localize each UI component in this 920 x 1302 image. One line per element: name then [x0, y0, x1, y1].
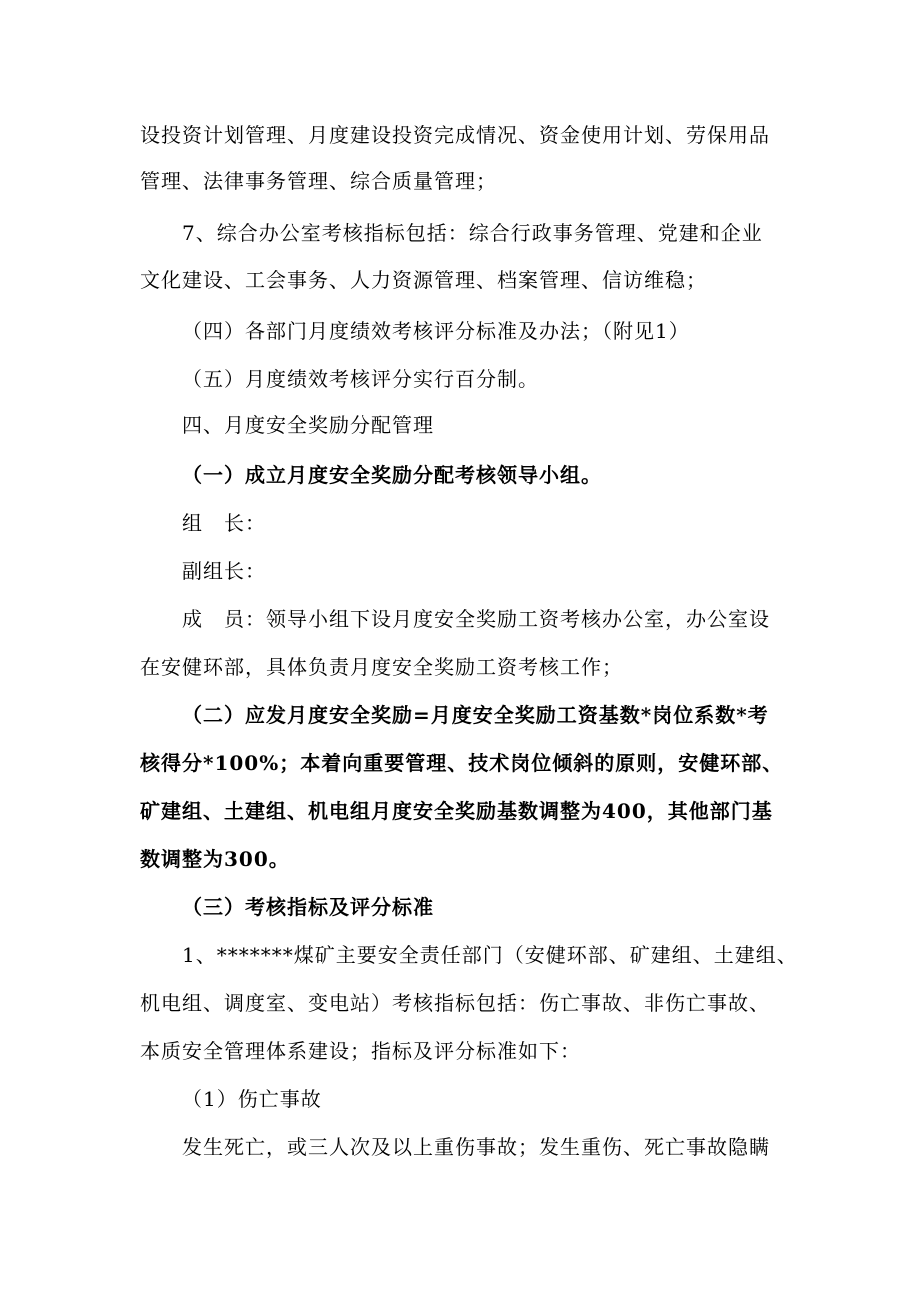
text-line-5: （四）各部门月度绩效考核评分标准及办法；（附见1）	[182, 319, 690, 343]
text-line-6: （五）月度绩效考核评分实行百分制。	[182, 367, 539, 391]
text-line-4: 文化建设、工会事务、人力资源管理、档案管理、信访维稳；	[140, 268, 707, 292]
section-heading-4: 四、月度安全奖励分配管理	[182, 413, 434, 437]
text-line-18: 1、*******煤矿主要安全责任部门（安健环部、矿建组、土建组、	[182, 943, 798, 967]
text-line-19: 机电组、调度室、变电站）考核指标包括：伤亡事故、非伤亡事故、	[140, 991, 770, 1015]
subsection-heading-2: （二）应发月度安全奖励=月度安全奖励工资基数*岗位系数*考	[182, 703, 769, 727]
subsection-heading-1: （一）成立月度安全奖励分配考核领导小组。	[182, 463, 602, 487]
text-line-deputy-leader: 副组长：	[182, 559, 266, 583]
text-line-16: 数调整为300。	[140, 847, 290, 871]
text-line-12: 在安健环部，具体负责月度安全奖励工资考核工作；	[140, 655, 623, 679]
text-line-15: 矿建组、土建组、机电组月度安全奖励基数调整为400，其他部门基	[140, 799, 773, 823]
text-line-3: 7、综合办公室考核指标包括：综合行政事务管理、党建和企业	[182, 221, 763, 245]
text-line-20: 本质安全管理体系建设；指标及评分标准如下：	[140, 1039, 581, 1063]
text-line-21: （1）伤亡事故	[182, 1087, 322, 1111]
text-line-1: 设投资计划管理、月度建设投资完成情况、资金使用计划、劳保用品	[140, 123, 770, 147]
text-line-22: 发生死亡，或三人次及以上重伤事故；发生重伤、死亡事故隐瞒	[182, 1135, 770, 1159]
text-line-group-leader: 组 长：	[182, 511, 266, 535]
subsection-heading-3: （三）考核指标及评分标准	[182, 895, 434, 919]
text-line-2: 管理、法律事务管理、综合质量管理；	[140, 169, 497, 193]
text-line-members: 成 员：领导小组下设月度安全奖励工资考核办公室，办公室设	[182, 607, 770, 631]
text-line-14: 核得分*100%；本着向重要管理、技术岗位倾斜的原则，安健环部、	[140, 751, 784, 775]
